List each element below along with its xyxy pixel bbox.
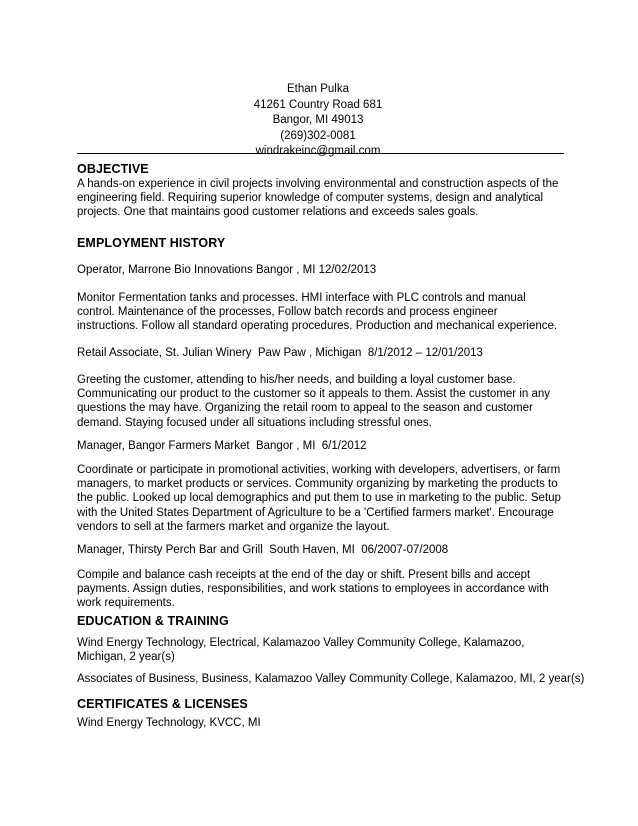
job-description: Monitor Fermentation tanks and processes. HMI interface with PLC controls and manual control. Maintenance of the processes, Follow batch records and process engineer instructions. Follow all standard operating procedures. Production and mechanical experience. bbox=[77, 292, 558, 333]
education-item: Wind Energy Technology, Electrical, Kalamazoo Valley Community College, Kalamazoo, Michigan, 2 year(s) bbox=[77, 637, 525, 664]
employment-heading: EMPLOYMENT HISTORY bbox=[77, 236, 226, 250]
applicant-name: Ethan Pulka bbox=[286, 83, 349, 95]
job-heading: Operator, Marrone Bio Innovations Bangor , MI 12/02/2013 bbox=[77, 264, 377, 276]
city-state-zip: Bangor, MI 49013 bbox=[272, 114, 364, 126]
job-heading: Manager, Thirsty Perch Bar and Grill South Haven, MI 06/2007-07/2008 bbox=[77, 544, 449, 556]
job-heading: Manager, Bangor Farmers Market Bangor , MI 6/1/2012 bbox=[77, 440, 367, 452]
education-heading: EDUCATION & TRAINING bbox=[77, 614, 229, 628]
job-description: Greeting the customer, attending to his/her needs, and building a loyal customer base. Communicating our product to the customer so it appeals to them. Assist the customer in any questions the may have. Organizing the retail room to appeal to the season and customer demand. Staying focused under all situations including stressful ones. bbox=[77, 374, 551, 429]
job-heading: Retail Associate, St. Julian Winery Paw Paw , Michigan 8/1/2012 – 12/01/2013 bbox=[77, 347, 483, 359]
email-address: windrakeinc@gmail.com bbox=[255, 145, 381, 157]
header-divider bbox=[77, 153, 564, 154]
job-description: Coordinate or participate in promotional activities, working with developers, advertisers, or farm managers, to market products or services. Community organizing by marketing the products to the public. Looked up local demographics and put them to use in marketing to the public. Setup with the United States Department of Agriculture to be a 'Certified farmers market'. Encourage vendors to sell at the farmers market and organize the layout. bbox=[77, 464, 561, 533]
phone-number: (269)302-0081 bbox=[280, 129, 356, 142]
street-address: 41261 Country Road 681 bbox=[253, 98, 383, 111]
certificate-item: Wind Energy Technology, KVCC, MI bbox=[77, 717, 261, 729]
objective-text: A hands-on experience in civil projects involving environmental and construction aspects of the engineering field. Requiring superior knowledge of computer systems, design and analytical projects. One that maintains good customer relations and exceeds sales goals. bbox=[77, 178, 559, 219]
objective-heading: OBJECTIVE bbox=[77, 162, 149, 176]
contact-header bbox=[218, 82, 418, 160]
education-item: Associates of Business, Business, Kalamazoo Valley Community College, Kalamazoo, MI, 2 year(s) bbox=[77, 673, 585, 685]
certificates-heading: CERTIFICATES & LICENSES bbox=[77, 697, 248, 711]
job-description: Compile and balance cash receipts at the end of the day or shift. Present bills and accept payments. Assign duties, responsibilities, and work stations to employees in accordance with work requirements. bbox=[77, 569, 549, 610]
